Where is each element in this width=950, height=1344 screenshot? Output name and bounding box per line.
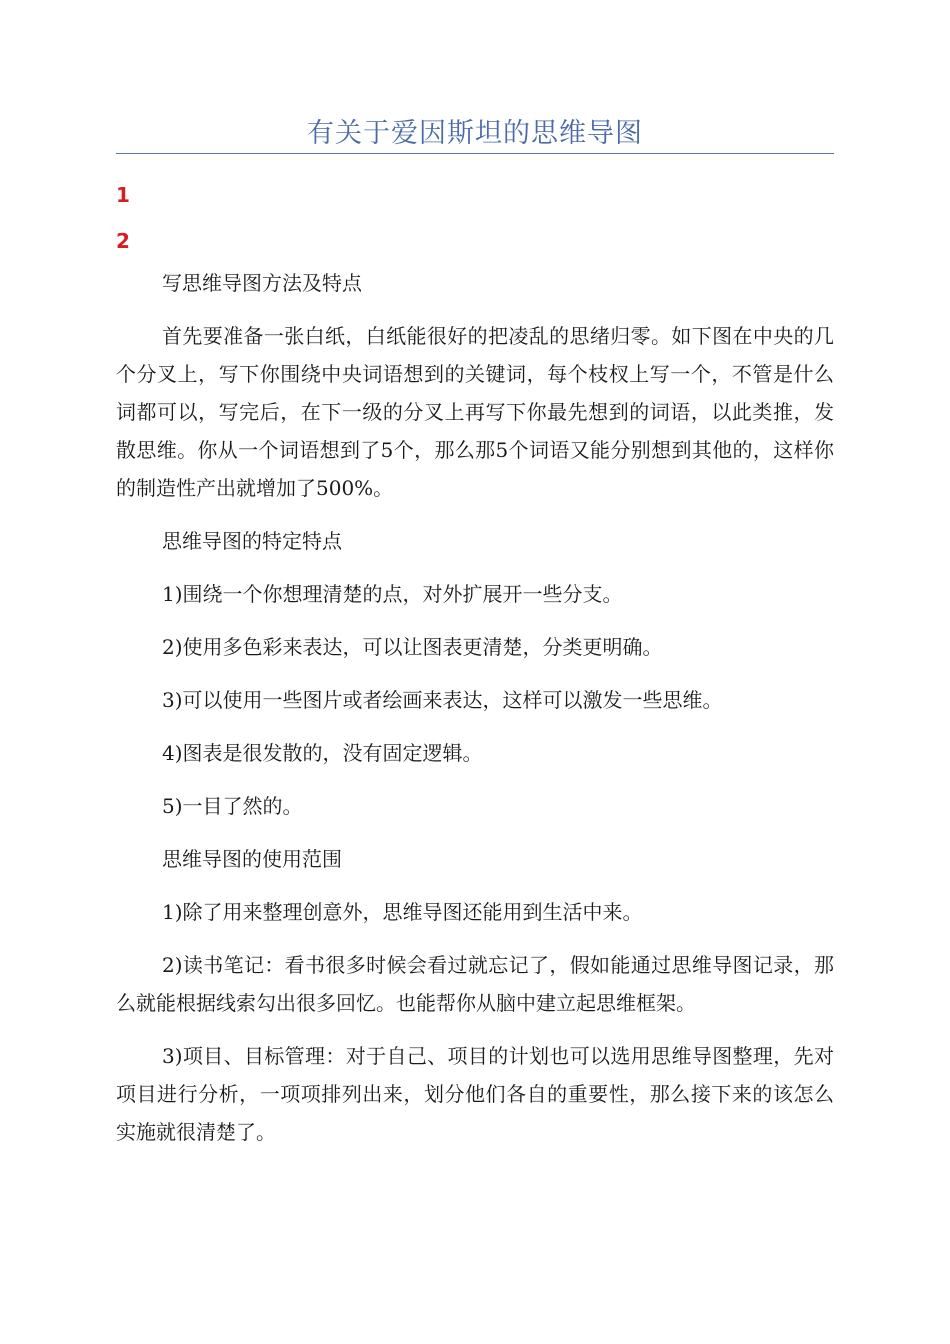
usage-item: 3)项目、目标管理：对于自己、项目的计划也可以选用思维导图整理，先对项目进行分析，一项项排列出来，划分他们各自的重要性，那么接下来的该怎么实施就很清楚了。 [116,1044,834,1144]
feature-item: 1)围绕一个你想理清楚的点，对外扩展开一些分支。 [162,582,623,606]
feature-item: 3)可以使用一些图片或者绘画来表达，这样可以激发一些思维。 [162,688,723,712]
document-title: 有关于爱因斯坦的思维导图 [307,118,643,149]
document-body [116,264,834,1166]
feature-item: 4)图表是很发散的，没有固定逻辑。 [162,741,483,765]
section-number-2: 2 [116,229,130,253]
feature-item: 2)使用多色彩来表达，可以让图表更清楚，分类更明确。 [162,635,663,659]
subheading-usage: 思维导图的使用范围 [162,847,342,871]
subheading-method: 写思维导图方法及特点 [162,271,362,295]
usage-item: 1)除了用来整理创意外，思维导图还能用到生活中来。 [162,900,643,924]
subheading-features: 思维导图的特定特点 [162,529,342,553]
usage-item: 2)读书笔记：看书很多时候会看过就忘记了，假如能通过思维导图记录，那么就能根据线索勾出很多回忆。也能帮你从脑中建立起思维框架。 [116,953,834,1015]
title-underline [116,153,834,154]
paragraph-method: 首先要准备一张白纸，白纸能很好的把凌乱的思绪归零。如下图在中央的几个分叉上，写下你围绕中央词语想到的关键词，每个枝杈上写一个，不管是什么词都可以，写完后，在下一级的分叉上再写下你最先想到的词语，以此类推，发散思维。你从一个词语想到了5个，那么那5个词语又能分别想到其他的，这样你的制造性产出就增加了500%。 [116,324,834,500]
section-number-1: 1 [116,183,130,207]
feature-item: 5)一目了然的。 [162,794,303,818]
